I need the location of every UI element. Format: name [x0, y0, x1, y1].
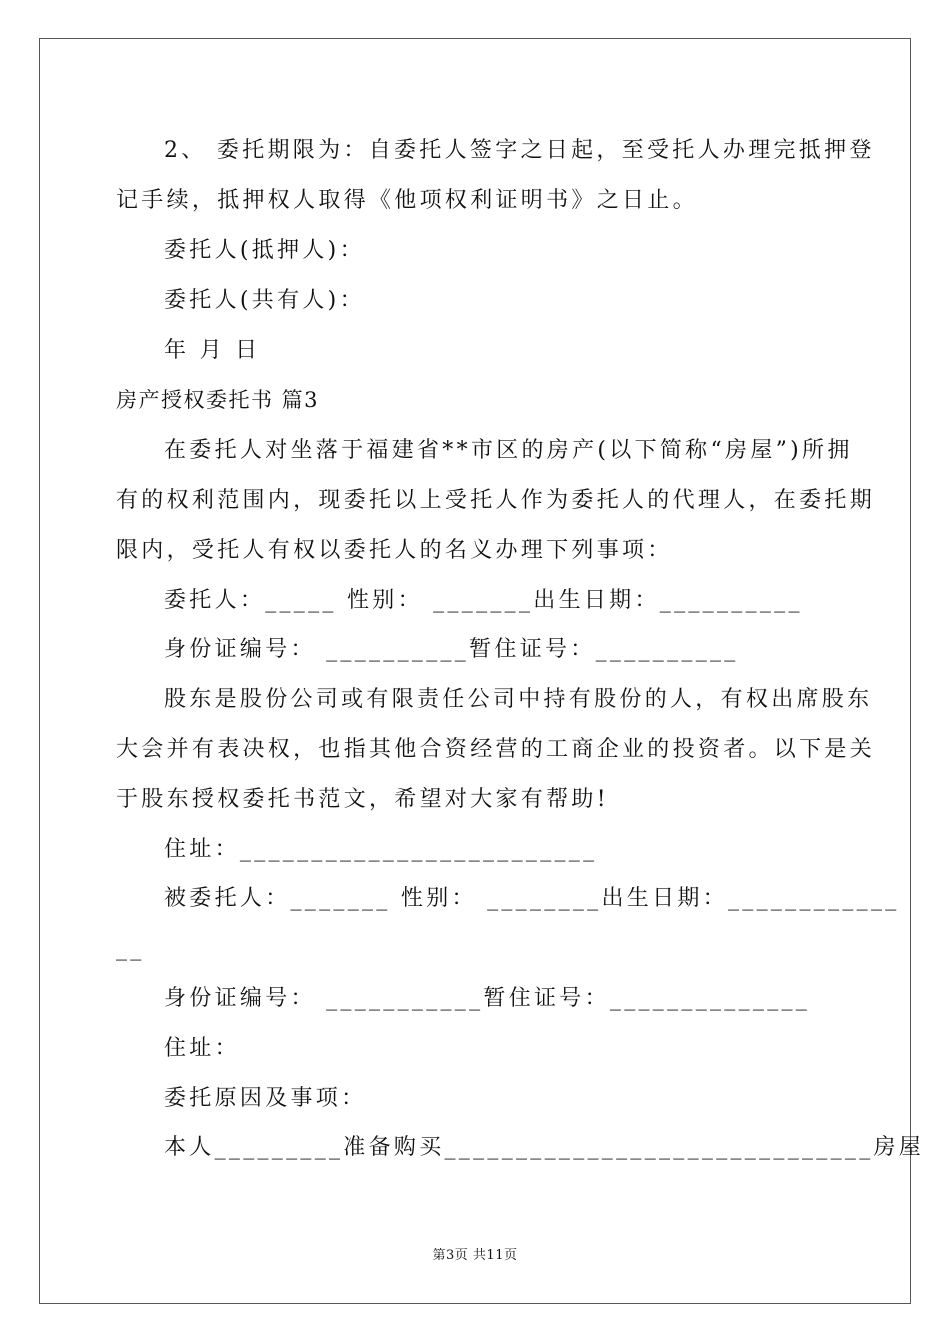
paragraph-term-line2: 记手续，抵押权人取得《他项权利证明书》之日止。 [116, 188, 698, 213]
intro-paragraph-line3: 限内，受托人有权以委托人的名义办理下列事项： [116, 538, 673, 563]
shareholder-paragraph-line2: 大会并有表决权，也指其他合资经营的工商企业的投资者。以下是关 [116, 737, 876, 762]
page-border [39, 38, 911, 1304]
intro-paragraph-line1: 在委托人对坐落于福建省**市区的房产(以下简称“房屋”)所拥 [164, 438, 853, 463]
shareholder-paragraph-line3: 于股东授权委托书范文，希望对大家有帮助! [116, 787, 609, 812]
agent-id-line: 身份证编号： ___________暂住证号：______________ [164, 986, 811, 1011]
shareholder-paragraph-line1: 股东是股份公司或有限责任公司中持有股份的人，有权出席股东 [164, 687, 873, 712]
section-title: 房产授权委托书 篇3 [116, 388, 320, 412]
agent-info-line: 被委托人：_______ 性别： ________出生日期：____________ [164, 886, 900, 911]
principal-coowner-line: 委托人(共有人)： [164, 288, 365, 313]
purchase-line: 本人_________准备购买______________________________房屋 [164, 1135, 925, 1160]
paragraph-term-line1: 2、 委托期限为：自委托人签字之日起，至受托人办理完抵押登 [164, 138, 875, 163]
principal-mortgagor-line: 委托人(抵押人)： [164, 238, 365, 263]
principal-id-line: 身份证编号： __________暂住证号：__________ [164, 637, 739, 662]
page-number-footer: 第3页 共11页 [432, 1248, 518, 1263]
address-line: 住址：_________________________ [164, 837, 598, 862]
reason-heading: 委托原因及事项： [164, 1086, 367, 1111]
date-line: 年 月 日 [164, 338, 261, 363]
intro-paragraph-line2: 有的权利范围内，现委托以上受托人作为委托人的代理人，在委托期 [116, 488, 876, 513]
agent-address-line: 住址： [164, 1036, 240, 1061]
principal-info-line: 委托人：_____ 性别： _______出生日期：__________ [164, 588, 803, 613]
agent-info-line-wrap: __ [116, 936, 145, 961]
